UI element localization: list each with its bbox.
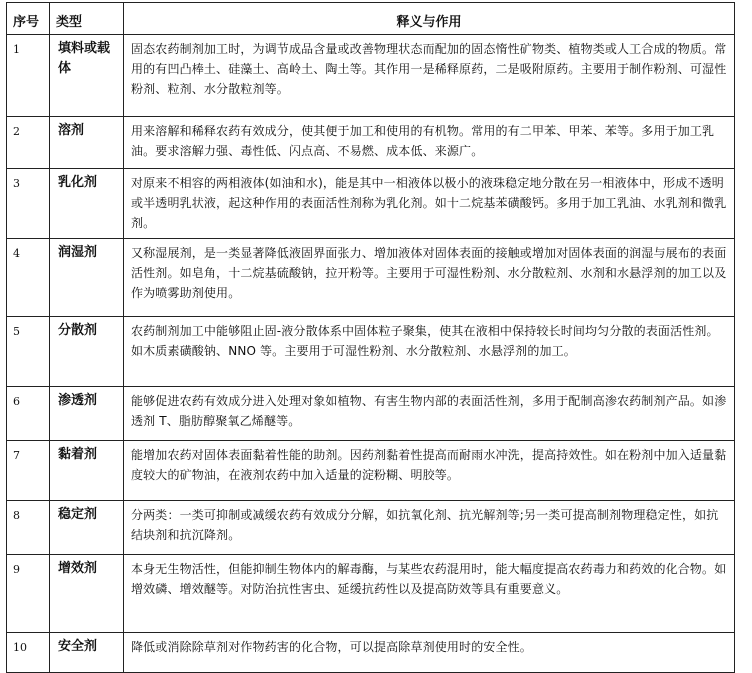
table-row — [7, 317, 735, 387]
row-type: 润湿剂 — [50, 239, 124, 317]
row-number: 10 — [7, 633, 50, 673]
row-number: 5 — [7, 317, 50, 387]
row-description: 用来溶解和稀释农药有效成分，使其便于加工和使用的有机物。常用的有二甲苯、甲苯、苯等。多用于加工乳油。要求溶解力强、毒性低、闪点高、不易燃、成本低、来源广。 — [124, 117, 735, 169]
row-type: 溶剂 — [50, 117, 124, 169]
row-description: 对原来不相容的两相液体(如油和水)，能是其中一相液体以极小的液珠稳定地分散在另一相液体中，形成不透明或半透明乳状液，起这种作用的表面活性剂称为乳化剂。如十二烷基苯磺酸钙。多用于加工乳油、水乳剂和微乳剂。 — [124, 169, 735, 239]
row-type: 乳化剂 — [50, 169, 124, 239]
table-row — [7, 441, 735, 501]
row-number: 1 — [7, 35, 50, 117]
row-type: 分散剂 — [50, 317, 124, 387]
row-description: 分两类：一类可抑制或减缓农药有效成分分解，如抗氧化剂、抗光解剂等;另一类可提高制剂物理稳定性，如抗结块剂和抗沉降剂。 — [124, 501, 735, 555]
row-description: 又称湿展剂，是一类显著降低液固界面张力、增加液体对固体表面的接触或增加对固体表面的润湿与展布的表面活性剂。如皂角，十二烷基硫酸钠，拉开粉等。主要用于可湿性粉剂、水分散粒剂、水剂和水悬浮剂的加工以及作为喷雾助剂使用。 — [124, 239, 735, 317]
table-header-row — [7, 3, 735, 35]
row-number: 3 — [7, 169, 50, 239]
row-description: 本身无生物活性，但能抑制生物体内的解毒酶，与某些农药混用时，能大幅度提高农药毒力和药效的化合物。如增效磷、增效醚等。对防治抗性害虫、延缓抗药性以及提高防效等具有重要意义。 — [124, 555, 735, 633]
row-number: 2 — [7, 117, 50, 169]
table-row — [7, 35, 735, 117]
row-type: 安全剂 — [50, 633, 124, 673]
row-description: 农药制剂加工中能够阻止固-液分散体系中固体粒子聚集，使其在液相中保持较长时间均匀分散的表面活性剂。如木质素磺酸钠、NNO 等。主要用于可湿性粉剂、水分散粒剂、水悬浮剂的加工。 — [124, 317, 735, 387]
row-number: 6 — [7, 387, 50, 441]
row-description: 固态农药制剂加工时，为调节成品含量或改善物理状态而配加的固态惰性矿物类、植物类或人工合成的物质。常用的有凹凸棒土、硅藻土、高岭土、陶土等。其作用一是稀释原药，二是吸附原药。主要用于制作粉剂、可湿性粉剂、粒剂、水分散粒剂等。 — [124, 35, 735, 117]
row-description: 降低或消除除草剂对作物药害的化合物，可以提高除草剂使用时的安全性。 — [124, 633, 735, 673]
table-row — [7, 387, 735, 441]
header-type: 类型 — [50, 3, 124, 35]
table-row — [7, 239, 735, 317]
header-number: 序号 — [7, 3, 50, 35]
row-description: 能够促进农药有效成分进入处理对象如植物、有害生物内部的表面活性剂，多用于配制高渗农药制剂产品。如渗透剂 T、脂肪醇聚氧乙烯醚等。 — [124, 387, 735, 441]
row-type: 稳定剂 — [50, 501, 124, 555]
table-row — [7, 501, 735, 555]
agent-table-container — [6, 2, 735, 673]
table-row — [7, 633, 735, 673]
header-description: 释义与作用 — [124, 3, 735, 35]
row-type: 填料或载体 — [50, 35, 124, 117]
row-number: 8 — [7, 501, 50, 555]
table-row — [7, 117, 735, 169]
row-number: 9 — [7, 555, 50, 633]
row-description: 能增加农药对固体表面黏着性能的助剂。因药剂黏着性提高而耐雨水冲洗，提高持效性。如在粉剂中加入适量黏度较大的矿物油，在液剂农药中加入适量的淀粉糊、明胶等。 — [124, 441, 735, 501]
row-type: 增效剂 — [50, 555, 124, 633]
row-type: 渗透剂 — [50, 387, 124, 441]
row-number: 4 — [7, 239, 50, 317]
row-number: 7 — [7, 441, 50, 501]
row-type: 黏着剂 — [50, 441, 124, 501]
pesticide-adjuvant-table — [6, 2, 735, 673]
table-row — [7, 555, 735, 633]
table-row — [7, 169, 735, 239]
